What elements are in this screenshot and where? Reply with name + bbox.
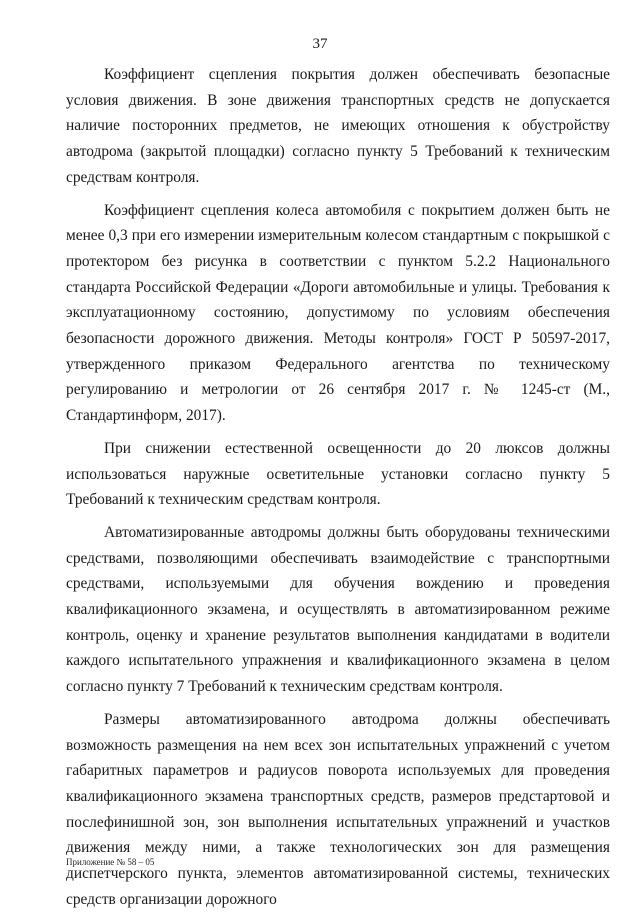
paragraph-road-grip: Коэффициент сцепления покрытия должен обеспечивать безопасные условия движения. В зоне движения транспортных средств не допускается наличие посторонних предметов, не имеющих отношения к обустройству автодрома (закрытой площадки) согласно пункту 5 Требований к техническим средствам контроля. bbox=[66, 66, 610, 186]
page-footer: Приложение № 58 – 05 bbox=[66, 857, 155, 867]
page-number: 37 bbox=[312, 36, 328, 52]
document-body bbox=[66, 62, 610, 920]
paragraph-wheel-grip: Коэффициент сцепления колеса автомобиля с покрытием должен быть не менее 0,3 при его измерении измерительным колесом стандартным с покрышкой с протектором без рисунка в соответствии с пунктом 5.2.2 Национального стандарта Российской Федерации «Дороги автомобильные и улицы. Требования к эксплуатационному состоянию, допустимому по условиям обеспечения безопасности дорожного движения. Методы контроля» ГОСТ Р 50597-2017, утвержденного приказом Федерального агентства по техническому регулированию и метрологии от 26 сентября 2017 г. № 1245-ст (М., Стандартинформ, 2017). bbox=[66, 201, 610, 425]
paragraph-automated-equipment: Автоматизированные автодромы должны быть оборудованы техническими средствами, позволяющими обеспечивать взаимодействие с транспортными средствами, используемыми для обучения вождению и проведения квалификационного экзамена, и осуществлять в автоматизированном режиме контроль, оценку и хранение результатов выполнения кандидатами в водители каждого испытательного упражнения и квалификационного экзамена в целом согласно пункту 7 Требований к техническим средствам контроля. bbox=[66, 523, 610, 696]
paragraph-track-dimensions: Размеры автоматизированного автодрома должны обеспечивать возможность размещения на нем всех зон испытательных упражнений с учетом габаритных параметров и радиусов поворота используемых для проведения квалификационного экзамена транспортных средств, размеров предстартовой и послефинишной зон, зон выполнения испытательных упражнений и участков движения между ними, а также технологических зон для размещения диспетчерского пункта, элементов автоматизированной системы, технических средств организации дорожного bbox=[66, 710, 610, 908]
paragraph-lighting: При снижении естественной освещенности до 20 люксов должны использоваться наружные осветительные установки согласно пункту 5 Требований к техническим средствам контроля. bbox=[66, 439, 610, 509]
